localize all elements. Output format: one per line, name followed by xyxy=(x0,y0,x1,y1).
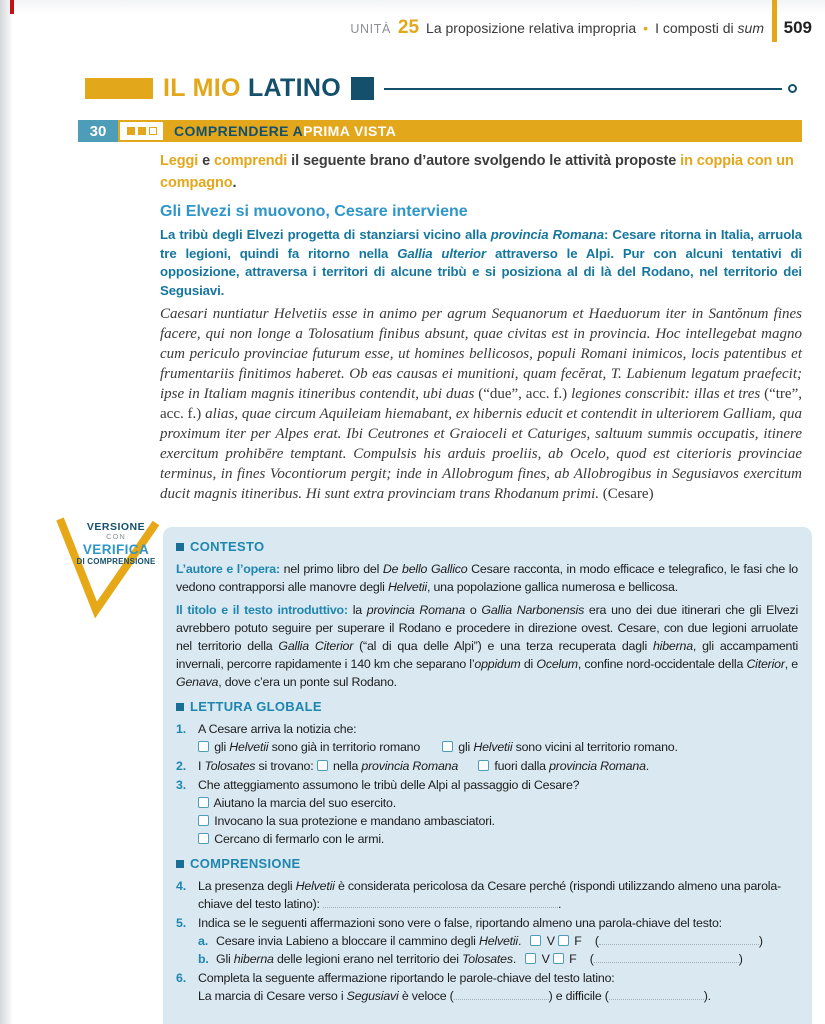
text-run: IL MIO xyxy=(163,74,248,102)
checkbox[interactable] xyxy=(442,741,453,752)
difficulty-square xyxy=(138,127,146,135)
text-run: sono vicini al territorio romano. xyxy=(512,740,678,754)
answer-line[interactable] xyxy=(454,990,549,1000)
versione-badge xyxy=(52,516,164,618)
item-text xyxy=(198,757,798,775)
section-heading-comprensione xyxy=(176,855,798,873)
item-options xyxy=(198,738,798,756)
section-heading-label: LETTURA GLOBALE xyxy=(190,699,322,714)
text-run: legiones conscribit: illas et tres xyxy=(567,386,765,403)
item-number: 2. xyxy=(176,759,186,773)
text-run: A Cesare arriva la notizia che: xyxy=(198,722,357,736)
text-run: Invocano la sua protezione e mandano ambasciatori. xyxy=(211,814,495,828)
text-run: attraverso le Alpi. Pur con alcuni tentativi di opposizione, attraversa i territori di alcune tribù e si posiziona al di là del Rodano, nel territorio dei Segusiavi. xyxy=(160,245,802,298)
text-run: I composti di xyxy=(655,20,738,36)
text-run: oppidum xyxy=(474,657,521,671)
checkbox[interactable] xyxy=(553,953,564,964)
text-run: delle legioni erano nel territorio dei xyxy=(273,952,463,966)
sub-item-text xyxy=(216,932,763,950)
item-option xyxy=(198,794,798,812)
sub-item-letter: a. xyxy=(198,934,208,948)
text-run: gli xyxy=(455,740,474,754)
text-run: Cercano di fermarlo con le armi. xyxy=(211,832,385,846)
text-run: , gli accampamenti invernali, percorre rapidamente i 140 km che separano l’ xyxy=(176,639,799,671)
text-run: (“al di qua delle Alpi”) e una terza recuperata dagli xyxy=(353,639,653,653)
text-run: . xyxy=(512,952,520,966)
section-heading-label: COMPRENSIONE xyxy=(190,856,301,871)
text-run: L’autore e l’opera: xyxy=(176,562,280,576)
passage-intro xyxy=(160,226,802,300)
item-number: 6. xyxy=(176,971,186,985)
contesto-paragraph-1 xyxy=(176,560,798,596)
list-item-5 xyxy=(176,914,798,968)
answer-line[interactable] xyxy=(609,990,704,1000)
page-number: 509 xyxy=(783,18,812,37)
badge-line-verifica: VERIFICA xyxy=(82,541,150,557)
text-run: alias, quae circum Aquileiam hiemabant, ex hibernis educit et contendit in ulteriorem Galliam, qua proximum iter per Alpes erat. Ibi Ceutrones et Graioceli et Caturiges, saltuum summis occupatis, itinere exercitum prohibēre temptant. Compulsis his arduis proeliis, ab Ocelo, quod est citerioris provinciae terminus, in fines Vocontiorum pergit; inde in Allobrogum fines, ab Allobrogibus in Segusiavos exercitum ducit magnis itineribus. Hi sunt extra provinciam trans Rhodanum primi. xyxy=(160,406,802,503)
text-run: . xyxy=(557,897,562,911)
text-run: Helvetii xyxy=(229,740,269,754)
section-heading-contesto xyxy=(176,538,798,556)
text-run: è considerata pericolosa da Cesare perché (rispondi utilizzando almeno una parola-chiave del testo latino): xyxy=(198,879,781,911)
latin-passage xyxy=(160,304,802,504)
exercise-band-title xyxy=(165,120,802,142)
text-run: di xyxy=(520,657,537,671)
text-run: in coppia con un compagno xyxy=(160,153,794,191)
text-run: ) xyxy=(738,952,743,966)
main-column xyxy=(160,150,802,504)
text-run: F xyxy=(565,952,580,966)
text-run: , e xyxy=(784,657,799,671)
page-number-divider xyxy=(772,0,777,42)
text-run: era uno dei due itinerari che gli Elvezi avrebbero potuto seguire per superare il Rodano e procedere in direzione ovest. Cesare, con due legioni arruolate nel territorio della xyxy=(176,603,799,653)
badge-text xyxy=(68,521,164,566)
answer-line[interactable] xyxy=(599,935,759,945)
exercise-band xyxy=(78,120,802,142)
text-run: gli xyxy=(211,740,230,754)
item-text xyxy=(198,969,798,1005)
title-rule xyxy=(384,88,782,90)
text-run: provincia Romana xyxy=(549,759,646,773)
exercise-number: 30 xyxy=(78,120,118,142)
checkbox[interactable] xyxy=(525,953,536,964)
text-run: Tolosates xyxy=(204,759,256,773)
text-run: ) e difficile ( xyxy=(548,989,609,1003)
text-run: Caesari nuntiatur Helvetiis esse in animo per agrum Sequanorum et Haeduorum iter in Santŏnum fines facere, qui non longe a Tolosatium finibus absunt, quae civitas est in provincia. Hoc intellegebat magno cum periculo provinciae futurum esse, ut homines bellicosos, populi Romani inimicos, locis patentibus et frumentariis finitimos haberet. Ob eas causas ei munitioni, quam fecĕrat, T. Labienum legatum praefecit; ipse in Italiam magnis itineribus contendit, ubi duas xyxy=(160,306,802,403)
text-run: . xyxy=(517,934,525,948)
text-run: Helvetii xyxy=(295,879,335,893)
chapter-title: La proposizione relativa impropria xyxy=(426,20,637,36)
text-run: Cesare invia Labieno a bloccare il cammino degli xyxy=(216,934,479,948)
true-false-row-a xyxy=(198,932,798,950)
text-run: V xyxy=(538,952,553,966)
sub-item-letter: b. xyxy=(198,952,209,966)
item-text xyxy=(198,776,798,794)
text-run: Tolosates xyxy=(462,952,513,966)
text-run: provincia Romana xyxy=(490,227,604,242)
text-run: sono già in territorio romano xyxy=(268,740,421,754)
checkbox[interactable] xyxy=(317,760,328,771)
answer-line[interactable] xyxy=(323,898,558,908)
text-run: è veloce ( xyxy=(398,989,454,1003)
text-run: Aiutano la marcia del suo esercito. xyxy=(211,796,396,810)
text-run: Cesare racconta, in modo efficace e telegrafico, le fasi che lo vedono contrapporsi alle manovre degli xyxy=(176,562,798,594)
text-run: fuori dalla xyxy=(491,759,550,773)
checkbox[interactable] xyxy=(198,741,209,752)
text-run: ( xyxy=(594,934,599,948)
text-run: La tribù degli Elvezi progetta di stanziarsi vicino alla xyxy=(160,227,491,242)
checkbox[interactable] xyxy=(198,797,209,808)
list-item-1 xyxy=(176,720,798,756)
list-item-4 xyxy=(176,877,798,913)
text-run: Helvetii xyxy=(478,934,518,948)
text-run: sum xyxy=(737,20,764,36)
text-run: F xyxy=(571,934,585,948)
badge-line-comprensione: DI COMPRENSIONE xyxy=(76,557,156,567)
bullet-separator-icon: • xyxy=(643,20,649,36)
text-run: (Cesare) xyxy=(602,486,654,503)
text-run: Il titolo e il testo introduttivo: xyxy=(176,603,348,617)
text-run: provincia Romana xyxy=(361,759,459,773)
text-run: o xyxy=(465,603,482,617)
checkbox[interactable] xyxy=(198,815,209,826)
item-number: 5. xyxy=(176,916,186,930)
text-run: provincia Romana xyxy=(366,603,466,617)
passage-title: Gli Elvezi si muovono, Cesare interviene xyxy=(160,203,468,220)
text-run: Citerior xyxy=(746,657,785,671)
text-run: (“tre”, acc. f.) xyxy=(160,386,802,423)
exercise-instruction xyxy=(160,150,802,194)
square-bullet-icon xyxy=(176,703,184,711)
text-run: la xyxy=(347,603,367,617)
sub-item-text xyxy=(216,950,743,968)
checkbox[interactable] xyxy=(558,935,569,946)
text-run: Indica se le seguenti affermazioni sono vere o false, riportando almeno una parola-chiave del testo: xyxy=(198,916,722,930)
difficulty-square xyxy=(127,127,135,135)
text-run: ). xyxy=(703,989,711,1003)
text-run: ) xyxy=(758,934,763,948)
difficulty-square xyxy=(149,127,157,135)
true-false-row-b xyxy=(198,950,798,968)
text-run: Che atteggiamento assumono le tribù delle Alpi al passaggio di Cesare? xyxy=(198,778,580,792)
checkbox[interactable] xyxy=(530,935,541,946)
checkbox[interactable] xyxy=(198,833,209,844)
text-run: Helvetii xyxy=(473,740,513,754)
square-bullet-icon xyxy=(176,543,184,551)
text-run: Gallia ulterior xyxy=(397,245,487,261)
text-run: e xyxy=(198,153,214,169)
exercise-panel xyxy=(163,527,812,1024)
chapter-subtitle xyxy=(655,20,764,36)
item-text xyxy=(198,877,798,913)
item-number: 4. xyxy=(176,879,186,893)
gold-bar-icon xyxy=(85,78,153,99)
running-header xyxy=(350,17,764,39)
text-run: Helvetii xyxy=(387,580,427,594)
navy-square-icon xyxy=(351,77,374,100)
list-item-2 xyxy=(176,757,798,775)
text-run: PRIMA VISTA xyxy=(303,123,397,139)
item-text xyxy=(198,914,798,932)
text-run: , dove c’era un ponte sul Rodano. xyxy=(218,675,397,689)
page-edge-shadow xyxy=(0,0,12,1024)
section-heading-lettura xyxy=(176,698,798,716)
section-title-row xyxy=(85,76,797,101)
text-run: : Cesare ritorna in Italia, arruola tre legioni, quindi fa ritorno nella xyxy=(160,227,802,261)
text-run: comprendi xyxy=(214,153,288,169)
list-item-6 xyxy=(176,969,798,1005)
text-run: Gli xyxy=(216,952,234,966)
text-run: . xyxy=(645,759,650,773)
page-title xyxy=(163,76,341,101)
page-top-shading xyxy=(0,0,825,14)
item-number: 3. xyxy=(176,778,186,792)
badge-line-con: CON xyxy=(106,532,126,542)
text-run: Genava xyxy=(176,675,219,689)
text-run: hiberna xyxy=(233,952,274,966)
text-run: De bello Gallico xyxy=(382,562,468,576)
text-run: LATINO xyxy=(247,74,341,102)
text-run: si trovano: xyxy=(255,759,317,773)
list-item-3 xyxy=(176,776,798,848)
red-page-mark xyxy=(10,0,14,14)
difficulty-indicator xyxy=(118,120,165,142)
text-run: COMPRENDERE A xyxy=(174,123,304,139)
text-run: Segusiavi xyxy=(346,989,399,1003)
square-bullet-icon xyxy=(176,860,184,868)
text-run: (“due”, acc. f.) xyxy=(478,386,568,403)
text-run: Gallia Narbonensis xyxy=(481,603,585,617)
text-run: hiberna xyxy=(652,639,693,653)
text-run: Leggi xyxy=(160,153,199,169)
badge-line-versione: VERSIONE xyxy=(86,521,146,533)
text-run: Gallia Citerior xyxy=(278,639,354,653)
section-heading-label: CONTESTO xyxy=(190,539,265,554)
contesto-paragraph-2 xyxy=(176,601,798,691)
unit-label: UNITÀ xyxy=(350,22,391,36)
text-run: . xyxy=(232,175,237,191)
item-text xyxy=(198,720,798,738)
text-run: , confine nord-occidentale della xyxy=(577,657,747,671)
text-run: , una popolazione gallica numerosa e bellicosa. xyxy=(426,580,678,594)
text-run: Completa la seguente affermazione riportando le parole-chiave del testo latino: xyxy=(198,971,615,985)
text-run: V xyxy=(543,934,559,948)
text-run: I xyxy=(198,759,205,773)
line-end-ring-icon xyxy=(788,84,797,93)
item-number: 1. xyxy=(176,722,186,736)
text-run: il seguente brano d’autore svolgendo le attività proposte xyxy=(287,153,681,169)
text-run: nella xyxy=(329,759,362,773)
text-run: ( xyxy=(589,952,594,966)
text-run: La presenza degli xyxy=(198,879,296,893)
item-option xyxy=(198,830,798,848)
answer-line[interactable] xyxy=(594,953,739,963)
text-run: Ocelum xyxy=(536,657,578,671)
item-option xyxy=(198,812,798,830)
text-run: La marcia di Cesare verso i xyxy=(198,989,347,1003)
checkbox[interactable] xyxy=(478,760,489,771)
text-run: nel primo libro del xyxy=(279,562,383,576)
unit-number: 25 xyxy=(397,17,420,38)
